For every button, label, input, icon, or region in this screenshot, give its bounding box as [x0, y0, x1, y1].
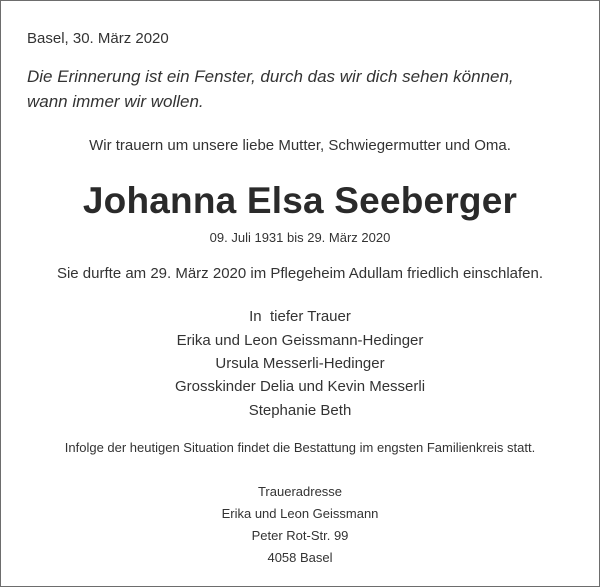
mourner-line: In tiefer Trauer: [249, 308, 351, 325]
address-heading: Traueradresse: [257, 484, 343, 499]
life-dates: 09. Juli 1931 bis 29. März 2020: [209, 230, 391, 245]
address-name: Erika und Leon Geissmann: [221, 506, 379, 521]
mourner-line: Stephanie Beth: [248, 402, 352, 419]
mourner-line: Erika und Leon Geissmann-Hedinger: [176, 332, 424, 349]
deceased-name: Johanna Elsa Seeberger: [82, 180, 518, 221]
funeral-notice: Infolge der heutigen Situation findet die Bestattung im engsten Familienkreis statt.: [64, 440, 536, 455]
place-date: Basel, 30. März 2020: [27, 30, 169, 47]
address-city: 4058 Basel: [267, 550, 333, 565]
quote-line-2: wann immer wir wollen.: [27, 92, 204, 111]
mourner-line: Ursula Messerli-Hedinger: [215, 355, 385, 372]
address-street: Peter Rot-Str. 99: [251, 528, 349, 543]
death-statement: Sie durfte am 29. März 2020 im Pflegeheim Adullam friedlich einschlafen.: [56, 265, 544, 282]
quote-line-1: Die Erinnerung ist ein Fenster, durch das wir dich sehen können,: [27, 67, 514, 86]
intro-text: Wir trauern um unsere liebe Mutter, Schwiegermutter und Oma.: [89, 137, 511, 154]
mourner-line: Grosskinder Delia und Kevin Messerli: [174, 378, 426, 395]
